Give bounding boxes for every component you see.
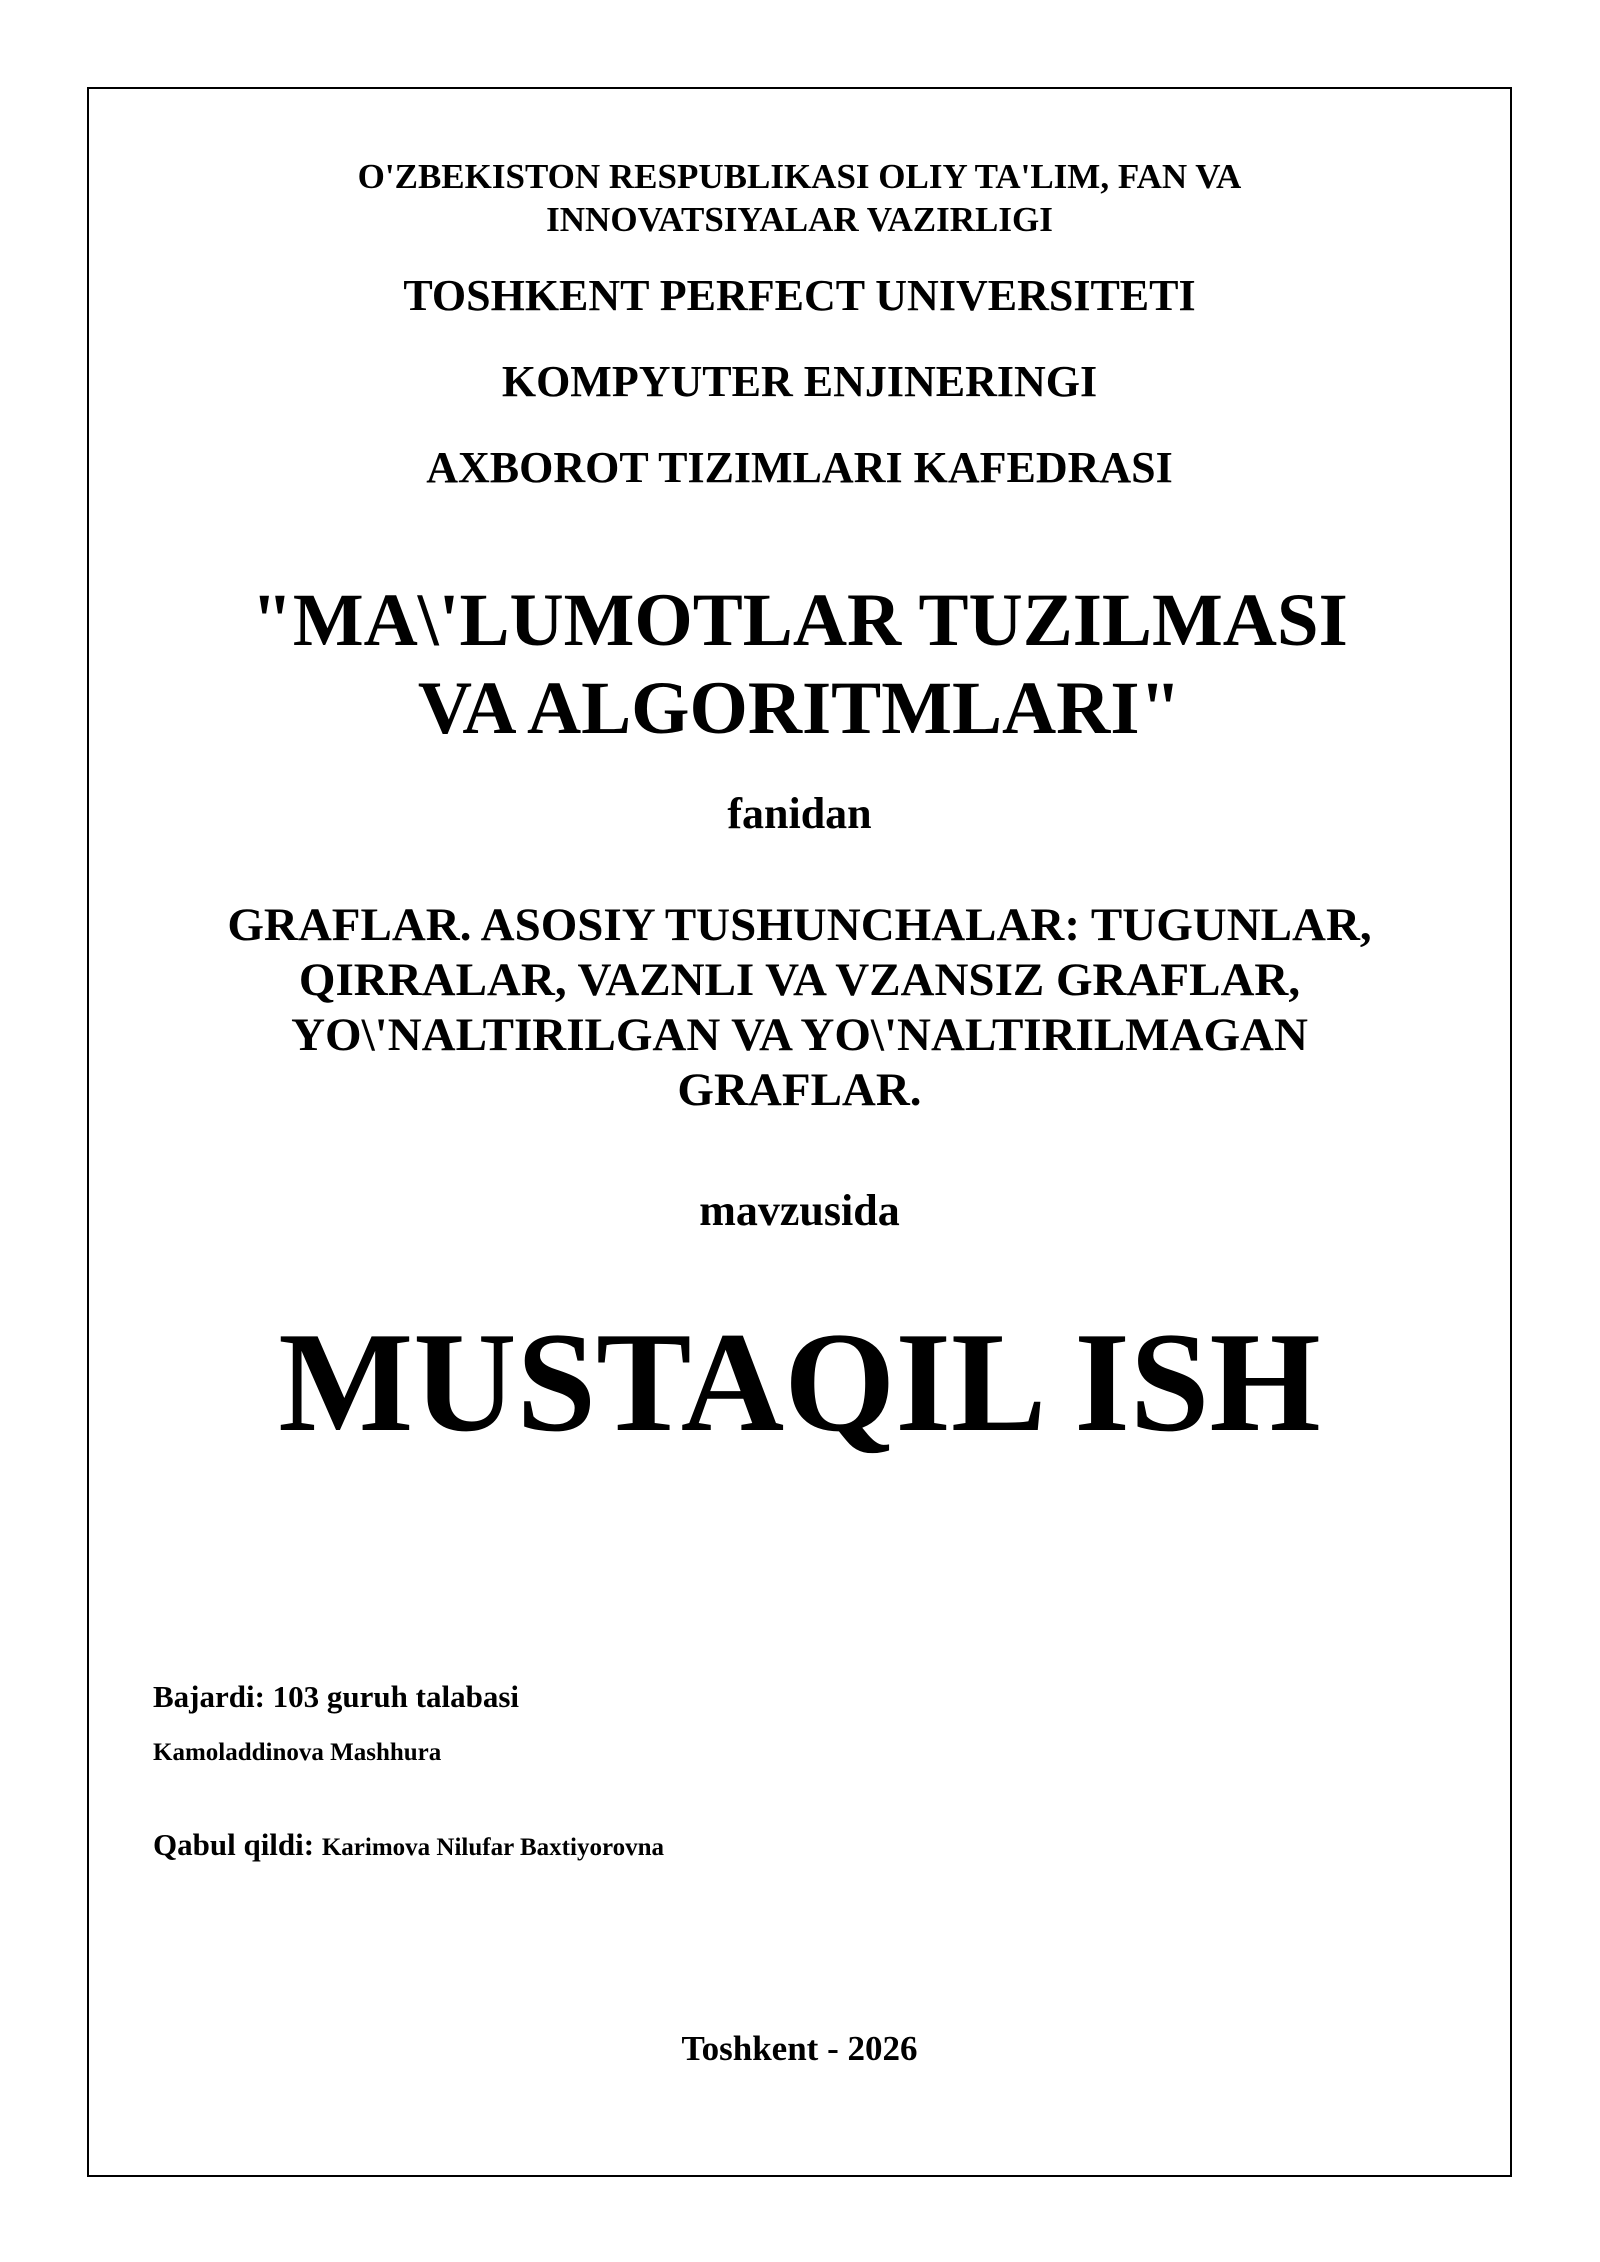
subject-title: [87, 577, 1512, 753]
subject-line-1: "MA\'LUMOTLAR TUZILMASI: [251, 579, 1348, 662]
topic-title: [87, 898, 1512, 1118]
accepted-by-label: Qabul qildi:: [153, 1827, 315, 1862]
performed-by-label: Bajardi: 103 guruh talabasi: [153, 1679, 520, 1714]
student-name: Kamoladdinova Mashhura: [153, 1739, 442, 1766]
work-type-title: MUSTAQIL ISH: [278, 1303, 1321, 1461]
topic-line-1: GRAFLAR. ASOSIY TUSHUNCHALAR: TUGUNLAR,: [227, 899, 1372, 951]
topic-line-3: YO\'NALTIRILGAN VA YO\'NALTIRILMAGAN: [291, 1009, 1308, 1061]
department-name: AXBOROT TIZIMLARI KAFEDRASI: [426, 443, 1173, 492]
city-year: Toshkent - 2026: [681, 2029, 918, 2068]
ministry-line-2: INNOVATSIYALAR VAZIRLIGI: [546, 200, 1053, 239]
university-name: TOSHKENT PERFECT UNIVERSITETI: [403, 271, 1196, 320]
accepted-by: [153, 1826, 664, 1867]
subject-line-2: VA ALGORITMLARI": [417, 667, 1182, 750]
ministry-line-1: O'ZBEKISTON RESPUBLIKASI OLIY TA'LIM, FAN VA: [357, 157, 1242, 196]
subject-suffix: fanidan: [727, 789, 872, 838]
topic-line-2: QIRRALAR, VAZNLI VA VZANSIZ GRAFLAR,: [298, 954, 1301, 1006]
topic-line-4: GRAFLAR.: [677, 1064, 922, 1116]
ministry-heading: [87, 155, 1512, 241]
topic-suffix: mavzusida: [699, 1186, 900, 1235]
teacher-name: Karimova Nilufar Baxtiyorovna: [321, 1834, 664, 1861]
faculty-name: KOMPYUTER ENJINERINGI: [501, 357, 1098, 406]
